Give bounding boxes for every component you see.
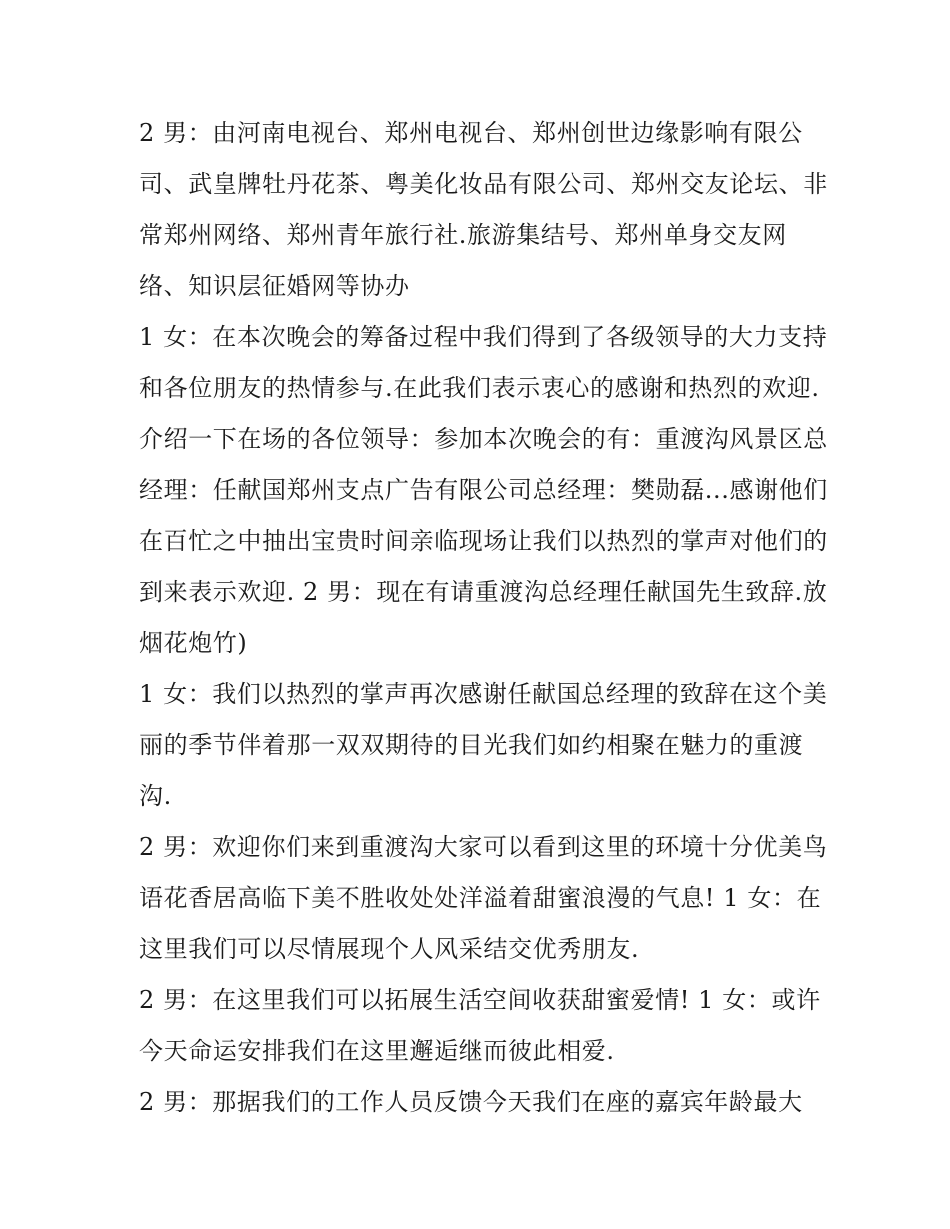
- paragraph: 2 男：欢迎你们来到重渡沟大家可以看到这里的环境十分优美鸟语花香居高临下美不胜收处处洋溢着甜蜜浪漫的气息! 1 女：在这里我们可以尽情展现个人风采结交优秀朋友.: [139, 833, 828, 963]
- paragraph: 2 男：由河南电视台、郑州电视台、郑州创世边缘影响有限公司、武皇牌牡丹花茶、粤美化妆品有限公司、郑州交友论坛、非常郑州网络、郑州青年旅行社.旅游集结号、郑州单身交友网络、知识层征婚网等协办: [139, 119, 828, 300]
- paragraph: 1 女：在本次晚会的筹备过程中我们得到了各级领导的大力支持和各位朋友的热情参与.在此我们表示衷心的感谢和热烈的欢迎.介绍一下在场的各位领导：参加本次晚会的有：重渡沟风景区总经理：任献国郑州支点广告有限公司总经理：樊勋磊...感谢他们在百忙之中抽出宝贵时间亲临现场让我们以热烈的掌声对他们的到来表示欢迎. 2 男：现在有请重渡沟总经理任献国先生致辞.放烟花炮竹): [139, 323, 828, 657]
- paragraph: 1 女：我们以热烈的掌声再次感谢任献国总经理的致辞在这个美丽的季节伴着那一双双期待的目光我们如约相聚在魅力的重渡沟.: [139, 680, 828, 810]
- paragraph: 2 男：在这里我们可以拓展生活空间收获甜蜜爱情! 1 女：或许今天命运安排我们在这里邂逅继而彼此相爱.: [139, 986, 821, 1065]
- document-body: [139, 108, 829, 1128]
- paragraph: 2 男：那据我们的工作人员反馈今天我们在座的嘉宾年龄最大: [139, 1088, 803, 1116]
